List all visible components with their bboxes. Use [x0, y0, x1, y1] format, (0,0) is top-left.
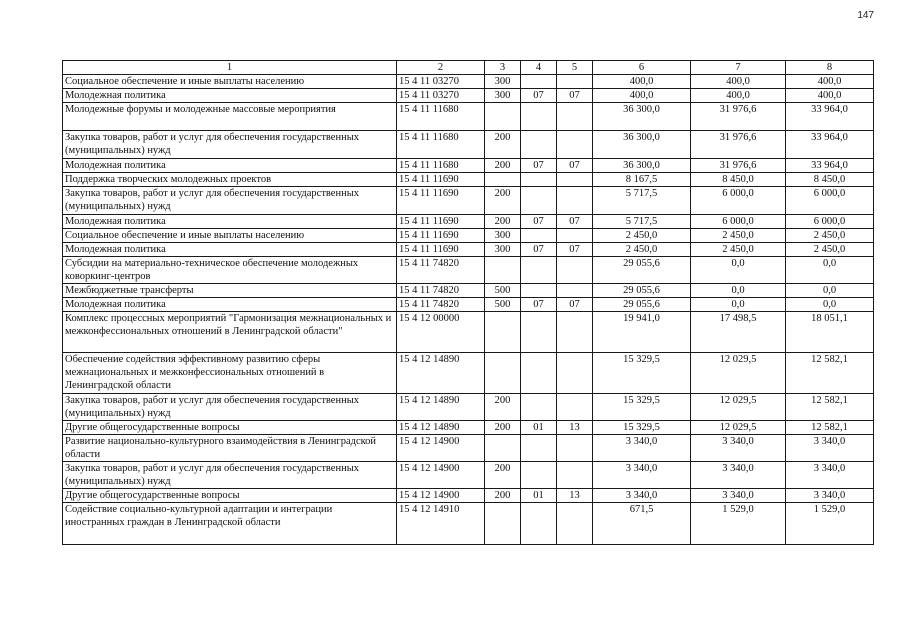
expense-type-cell: 500 — [485, 284, 521, 298]
item-name-cell: Молодежная политика — [63, 89, 397, 103]
item-name-cell: Закупка товаров, работ и услуг для обеспечения государственных (муниципальных) нужд — [63, 131, 397, 159]
item-name-cell: Молодежная политика — [63, 298, 397, 312]
target-code-cell: 15 4 11 11680 — [397, 131, 485, 159]
item-name-cell: Социальное обеспечение и иные выплаты населению — [63, 229, 397, 243]
item-name-cell: Закупка товаров, работ и услуг для обеспечения государственных (муниципальных) нужд — [63, 394, 397, 421]
expense-type-cell: 300 — [485, 89, 521, 103]
subsection-code-cell — [557, 394, 593, 421]
amount-year-3-cell: 33 964,0 — [786, 159, 874, 173]
amount-year-1-cell: 19 941,0 — [593, 312, 691, 353]
target-code-cell: 15 4 11 11690 — [397, 173, 485, 187]
subsection-code-cell — [557, 257, 593, 284]
amount-year-3-cell: 0,0 — [786, 257, 874, 284]
target-code-cell: 15 4 11 11680 — [397, 103, 485, 131]
target-code-cell: 15 4 12 14890 — [397, 353, 485, 394]
table-header-row — [63, 61, 874, 75]
target-code-cell: 15 4 11 11690 — [397, 243, 485, 257]
target-code-cell: 15 4 11 11680 — [397, 159, 485, 173]
header-cell-5: 5 — [557, 61, 593, 75]
section-code-cell — [521, 229, 557, 243]
expense-type-cell: 200 — [485, 489, 521, 503]
amount-year-2-cell: 31 976,6 — [691, 103, 786, 131]
amount-year-2-cell: 6 000,0 — [691, 187, 786, 215]
subsection-code-cell — [557, 75, 593, 89]
table-row — [63, 159, 874, 173]
item-name-cell: Поддержка творческих молодежных проектов — [63, 173, 397, 187]
amount-year-2-cell: 12 029,5 — [691, 394, 786, 421]
amount-year-3-cell: 12 582,1 — [786, 394, 874, 421]
subsection-code-cell — [557, 462, 593, 489]
section-code-cell — [521, 312, 557, 353]
expense-type-cell — [485, 257, 521, 284]
budget-table — [62, 60, 874, 545]
section-code-cell: 07 — [521, 243, 557, 257]
expense-type-cell: 200 — [485, 131, 521, 159]
amount-year-3-cell: 400,0 — [786, 89, 874, 103]
amount-year-1-cell: 400,0 — [593, 75, 691, 89]
table-row — [63, 353, 874, 394]
expense-type-cell — [485, 173, 521, 187]
subsection-code-cell: 07 — [557, 215, 593, 229]
header-cell-7: 7 — [691, 61, 786, 75]
table-row — [63, 229, 874, 243]
table-row — [63, 435, 874, 462]
section-code-cell — [521, 131, 557, 159]
table-row — [63, 75, 874, 89]
page-number: 147 — [857, 10, 874, 21]
amount-year-1-cell: 36 300,0 — [593, 103, 691, 131]
amount-year-2-cell: 0,0 — [691, 257, 786, 284]
amount-year-3-cell: 18 051,1 — [786, 312, 874, 353]
amount-year-1-cell: 2 450,0 — [593, 243, 691, 257]
section-code-cell: 07 — [521, 89, 557, 103]
subsection-code-cell — [557, 435, 593, 462]
target-code-cell: 15 4 12 14900 — [397, 435, 485, 462]
table-row — [63, 462, 874, 489]
amount-year-2-cell: 3 340,0 — [691, 435, 786, 462]
section-code-cell — [521, 503, 557, 545]
amount-year-2-cell: 31 976,6 — [691, 131, 786, 159]
item-name-cell: Закупка товаров, работ и услуг для обеспечения государственных (муниципальных) нужд — [63, 462, 397, 489]
subsection-code-cell: 13 — [557, 489, 593, 503]
section-code-cell — [521, 462, 557, 489]
section-code-cell — [521, 75, 557, 89]
section-code-cell: 07 — [521, 215, 557, 229]
header-cell-3: 3 — [485, 61, 521, 75]
amount-year-2-cell: 0,0 — [691, 284, 786, 298]
subsection-code-cell: 07 — [557, 243, 593, 257]
subsection-code-cell: 13 — [557, 421, 593, 435]
target-code-cell: 15 4 11 03270 — [397, 75, 485, 89]
header-cell-8: 8 — [786, 61, 874, 75]
section-code-cell: 01 — [521, 421, 557, 435]
header-cell-4: 4 — [521, 61, 557, 75]
table-row — [63, 131, 874, 159]
target-code-cell: 15 4 11 11690 — [397, 215, 485, 229]
target-code-cell: 15 4 12 14890 — [397, 421, 485, 435]
amount-year-1-cell: 36 300,0 — [593, 159, 691, 173]
target-code-cell: 15 4 12 14910 — [397, 503, 485, 545]
table-row — [63, 284, 874, 298]
subsection-code-cell: 07 — [557, 159, 593, 173]
amount-year-3-cell: 2 450,0 — [786, 229, 874, 243]
table-row — [63, 257, 874, 284]
subsection-code-cell — [557, 103, 593, 131]
header-cell-1: 1 — [63, 61, 397, 75]
table-row — [63, 312, 874, 353]
subsection-code-cell — [557, 229, 593, 243]
table-row — [63, 298, 874, 312]
amount-year-3-cell: 400,0 — [786, 75, 874, 89]
table-row — [63, 89, 874, 103]
section-code-cell: 07 — [521, 159, 557, 173]
amount-year-3-cell: 12 582,1 — [786, 421, 874, 435]
expense-type-cell: 200 — [485, 159, 521, 173]
target-code-cell: 15 4 12 00000 — [397, 312, 485, 353]
amount-year-2-cell: 2 450,0 — [691, 229, 786, 243]
table-row — [63, 243, 874, 257]
table-row — [63, 103, 874, 131]
section-code-cell — [521, 353, 557, 394]
subsection-code-cell: 07 — [557, 89, 593, 103]
expense-type-cell: 300 — [485, 229, 521, 243]
item-name-cell: Обеспечение содействия эффективному развитию сферы межнациональных и межконфессиональных отношений в Ленинградской области — [63, 353, 397, 394]
expense-type-cell: 500 — [485, 298, 521, 312]
item-name-cell: Молодежная политика — [63, 159, 397, 173]
amount-year-3-cell: 6 000,0 — [786, 215, 874, 229]
amount-year-3-cell: 3 340,0 — [786, 489, 874, 503]
amount-year-3-cell: 3 340,0 — [786, 435, 874, 462]
amount-year-2-cell: 6 000,0 — [691, 215, 786, 229]
target-code-cell: 15 4 11 11690 — [397, 229, 485, 243]
amount-year-3-cell: 33 964,0 — [786, 131, 874, 159]
table-row — [63, 489, 874, 503]
amount-year-3-cell: 2 450,0 — [786, 243, 874, 257]
table-row — [63, 503, 874, 545]
expense-type-cell — [485, 103, 521, 131]
amount-year-2-cell: 3 340,0 — [691, 462, 786, 489]
header-cell-6: 6 — [593, 61, 691, 75]
amount-year-1-cell: 15 329,5 — [593, 353, 691, 394]
item-name-cell: Комплекс процессных мероприятий "Гармонизация межнациональных и межконфессиональных отношений в Ленинградской области" — [63, 312, 397, 353]
subsection-code-cell: 07 — [557, 298, 593, 312]
amount-year-2-cell: 0,0 — [691, 298, 786, 312]
expense-type-cell: 200 — [485, 215, 521, 229]
section-code-cell — [521, 284, 557, 298]
amount-year-1-cell: 5 717,5 — [593, 215, 691, 229]
amount-year-2-cell: 12 029,5 — [691, 353, 786, 394]
target-code-cell: 15 4 12 14900 — [397, 489, 485, 503]
amount-year-2-cell: 400,0 — [691, 89, 786, 103]
target-code-cell: 15 4 12 14900 — [397, 462, 485, 489]
amount-year-1-cell: 15 329,5 — [593, 421, 691, 435]
section-code-cell — [521, 173, 557, 187]
item-name-cell: Субсидии на материально-техническое обеспечение молодежных коворкинг-центров — [63, 257, 397, 284]
amount-year-3-cell: 0,0 — [786, 298, 874, 312]
item-name-cell: Молодежная политика — [63, 243, 397, 257]
section-code-cell — [521, 394, 557, 421]
amount-year-3-cell: 3 340,0 — [786, 462, 874, 489]
table-row — [63, 421, 874, 435]
amount-year-1-cell: 5 717,5 — [593, 187, 691, 215]
amount-year-3-cell: 8 450,0 — [786, 173, 874, 187]
amount-year-3-cell: 0,0 — [786, 284, 874, 298]
item-name-cell: Молодежные форумы и молодежные массовые мероприятия — [63, 103, 397, 131]
amount-year-2-cell: 1 529,0 — [691, 503, 786, 545]
amount-year-2-cell: 3 340,0 — [691, 489, 786, 503]
expense-type-cell: 200 — [485, 421, 521, 435]
section-code-cell — [521, 103, 557, 131]
amount-year-1-cell: 3 340,0 — [593, 462, 691, 489]
item-name-cell: Молодежная политика — [63, 215, 397, 229]
target-code-cell: 15 4 11 74820 — [397, 284, 485, 298]
amount-year-1-cell: 3 340,0 — [593, 489, 691, 503]
amount-year-2-cell: 12 029,5 — [691, 421, 786, 435]
expense-type-cell: 200 — [485, 462, 521, 489]
subsection-code-cell — [557, 503, 593, 545]
amount-year-1-cell: 29 055,6 — [593, 257, 691, 284]
amount-year-2-cell: 8 450,0 — [691, 173, 786, 187]
amount-year-1-cell: 29 055,6 — [593, 298, 691, 312]
header-cell-2: 2 — [397, 61, 485, 75]
expense-type-cell: 300 — [485, 75, 521, 89]
target-code-cell: 15 4 12 14890 — [397, 394, 485, 421]
expense-type-cell: 200 — [485, 394, 521, 421]
item-name-cell: Другие общегосударственные вопросы — [63, 421, 397, 435]
subsection-code-cell — [557, 187, 593, 215]
amount-year-1-cell: 29 055,6 — [593, 284, 691, 298]
amount-year-1-cell: 36 300,0 — [593, 131, 691, 159]
target-code-cell: 15 4 11 74820 — [397, 257, 485, 284]
amount-year-3-cell: 1 529,0 — [786, 503, 874, 545]
amount-year-1-cell: 8 167,5 — [593, 173, 691, 187]
amount-year-2-cell: 2 450,0 — [691, 243, 786, 257]
item-name-cell: Развитие национально-культурного взаимодействия в Ленинградской области — [63, 435, 397, 462]
amount-year-3-cell: 33 964,0 — [786, 103, 874, 131]
subsection-code-cell — [557, 353, 593, 394]
section-code-cell — [521, 187, 557, 215]
expense-type-cell — [485, 435, 521, 462]
section-code-cell — [521, 435, 557, 462]
expense-type-cell — [485, 353, 521, 394]
subsection-code-cell — [557, 131, 593, 159]
item-name-cell: Закупка товаров, работ и услуг для обеспечения государственных (муниципальных) нужд — [63, 187, 397, 215]
table-row — [63, 187, 874, 215]
section-code-cell: 01 — [521, 489, 557, 503]
subsection-code-cell — [557, 312, 593, 353]
amount-year-1-cell: 15 329,5 — [593, 394, 691, 421]
amount-year-2-cell: 400,0 — [691, 75, 786, 89]
item-name-cell: Содействие социально-культурной адаптации и интеграции иностранных граждан в Ленинградской области — [63, 503, 397, 545]
expense-type-cell — [485, 503, 521, 545]
expense-type-cell — [485, 312, 521, 353]
expense-type-cell: 200 — [485, 187, 521, 215]
amount-year-3-cell: 6 000,0 — [786, 187, 874, 215]
amount-year-1-cell: 3 340,0 — [593, 435, 691, 462]
amount-year-1-cell: 2 450,0 — [593, 229, 691, 243]
table-row — [63, 394, 874, 421]
amount-year-2-cell: 17 498,5 — [691, 312, 786, 353]
amount-year-2-cell: 31 976,6 — [691, 159, 786, 173]
amount-year-1-cell: 671,5 — [593, 503, 691, 545]
item-name-cell: Межбюджетные трансферты — [63, 284, 397, 298]
item-name-cell: Социальное обеспечение и иные выплаты населению — [63, 75, 397, 89]
target-code-cell: 15 4 11 03270 — [397, 89, 485, 103]
section-code-cell: 07 — [521, 298, 557, 312]
target-code-cell: 15 4 11 11690 — [397, 187, 485, 215]
amount-year-3-cell: 12 582,1 — [786, 353, 874, 394]
item-name-cell: Другие общегосударственные вопросы — [63, 489, 397, 503]
expense-type-cell: 300 — [485, 243, 521, 257]
table-row — [63, 173, 874, 187]
amount-year-1-cell: 400,0 — [593, 89, 691, 103]
subsection-code-cell — [557, 173, 593, 187]
subsection-code-cell — [557, 284, 593, 298]
table-row — [63, 215, 874, 229]
target-code-cell: 15 4 11 74820 — [397, 298, 485, 312]
section-code-cell — [521, 257, 557, 284]
